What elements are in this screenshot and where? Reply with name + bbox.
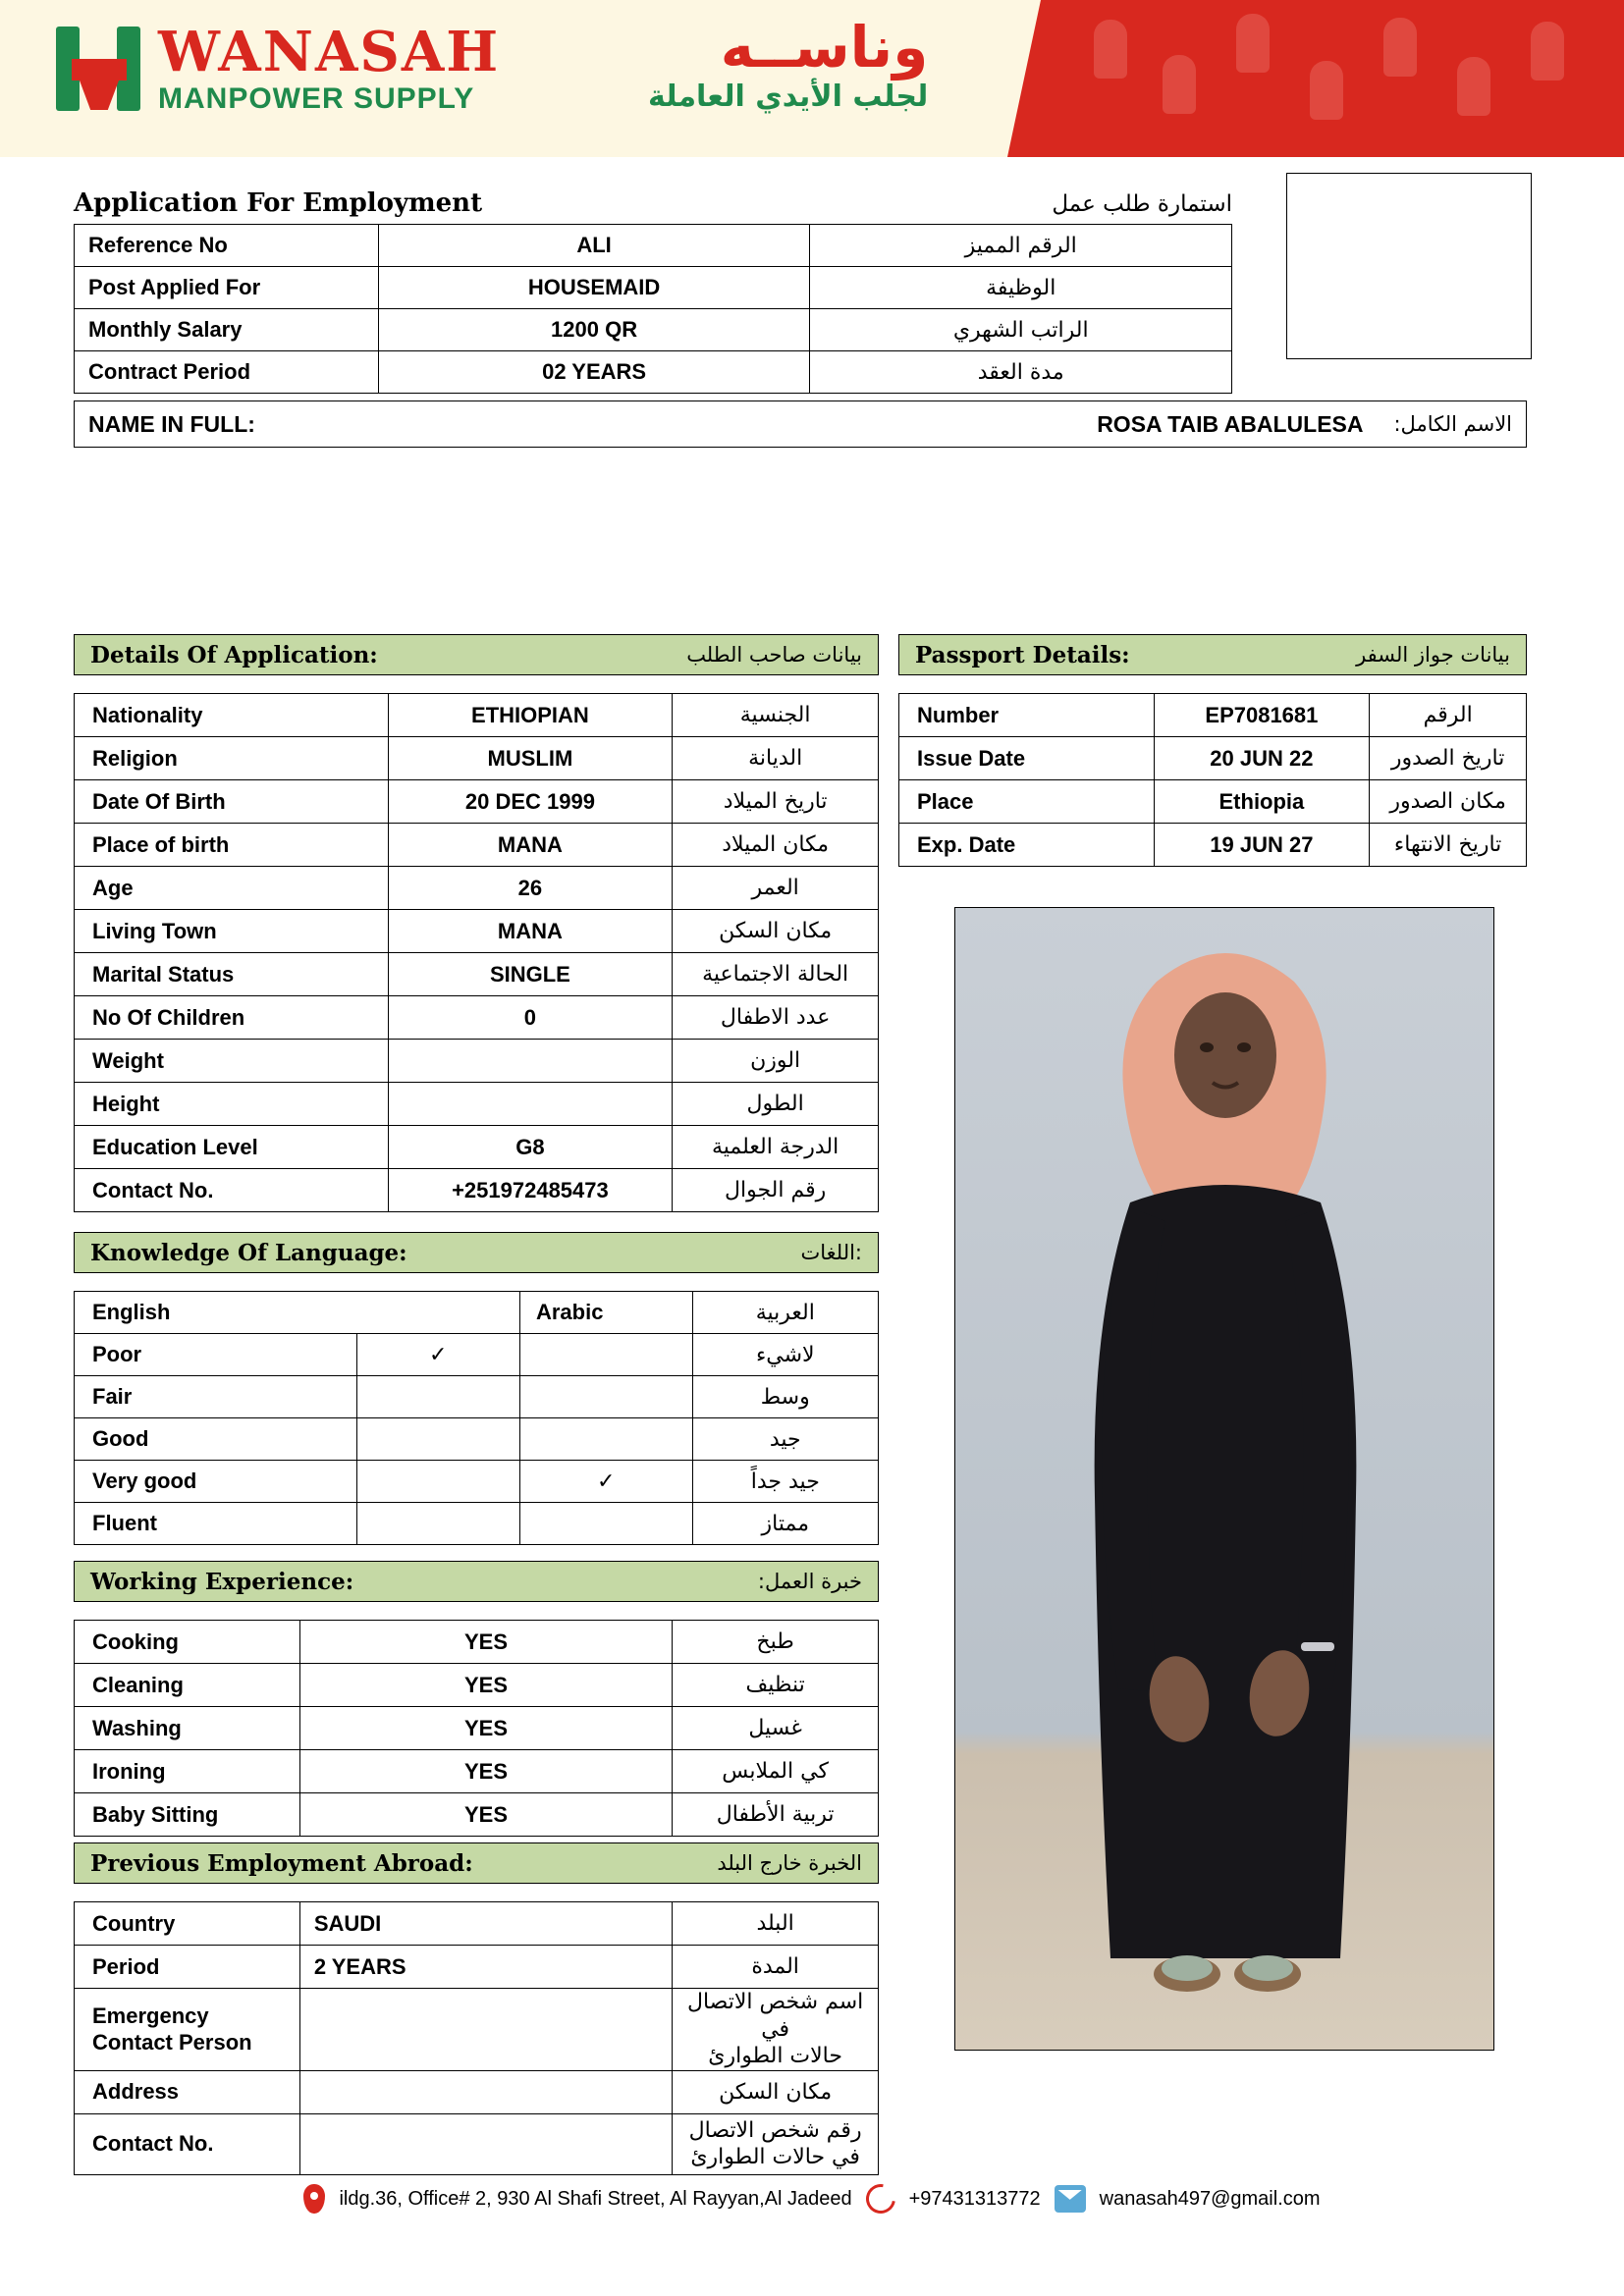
- religion-value: MUSLIM: [388, 737, 673, 780]
- height-value: [388, 1083, 673, 1126]
- emergency-contact-person-arabic: [673, 1989, 879, 2071]
- section-previous-employment-abroad: [74, 1842, 879, 1884]
- table-row: [75, 1946, 879, 1989]
- reference-no-label: Reference No: [75, 225, 379, 267]
- table-row: [75, 1169, 879, 1212]
- language-very-good-english-check[interactable]: [356, 1461, 519, 1503]
- contact-no-value: +251972485473: [388, 1169, 673, 1212]
- country-label: Country: [75, 1902, 300, 1946]
- section-title: Previous Employment Abroad:: [90, 1849, 473, 1877]
- brand-banner: [0, 0, 1624, 157]
- nationality-label: Nationality: [75, 694, 389, 737]
- table-row: [75, 737, 879, 780]
- section-title-arabic: الخبرة خارج البلد: [717, 1851, 862, 1875]
- emergency-contact-person-label: [75, 1989, 300, 2071]
- contact-arabic-line2: في حالات الطوارئ: [690, 2145, 860, 2169]
- language-good-arabic-check[interactable]: [519, 1418, 692, 1461]
- language-fair-english-check[interactable]: [356, 1376, 519, 1418]
- section-passport-details: [898, 634, 1527, 675]
- language-fluent-arabic-label: ممتاز: [692, 1503, 878, 1545]
- photo-placeholder-box: [1286, 173, 1532, 359]
- name-label: NAME IN FULL:: [75, 401, 585, 448]
- place-of-birth-label: Place of birth: [75, 824, 389, 867]
- working-experience-table: [74, 1620, 879, 1837]
- form-title-row: [74, 188, 1232, 218]
- table-row: [75, 1418, 879, 1461]
- brand-arabic: [648, 14, 929, 114]
- table-row: [75, 351, 1232, 394]
- passport-table: [898, 693, 1527, 867]
- table-row: [899, 737, 1527, 780]
- table-row: [75, 867, 879, 910]
- date-of-birth-label: Date Of Birth: [75, 780, 389, 824]
- table-row: [75, 1040, 879, 1083]
- language-good-arabic-label: جيد: [692, 1418, 878, 1461]
- applicant-photo-illustration: [955, 908, 1494, 2051]
- applicant-photo: [954, 907, 1494, 2051]
- living-town-label: Living Town: [75, 910, 389, 953]
- table-row: [75, 1989, 879, 2071]
- cooking-value: YES: [299, 1621, 672, 1664]
- table-row: [75, 1902, 879, 1946]
- table-row: [75, 267, 1232, 309]
- section-title: Details Of Application:: [90, 641, 378, 668]
- form-page: [0, 157, 1624, 2296]
- wanasah-logo-icon: [54, 24, 144, 114]
- passport-place-label: Place: [899, 780, 1155, 824]
- section-title-arabic: خبرة العمل:: [757, 1570, 862, 1593]
- emergency-contact-no-value: [299, 2113, 672, 2174]
- section-title: Passport Details:: [915, 641, 1130, 668]
- table-row: [75, 225, 1232, 267]
- marital-status-value: SINGLE: [388, 953, 673, 996]
- table-row: [75, 2070, 879, 2113]
- cooking-arabic: طبخ: [673, 1621, 879, 1664]
- passport-place-value: Ethiopia: [1154, 780, 1370, 824]
- address-arabic: مكان السكن: [673, 2070, 879, 2113]
- monthly-salary-label: Monthly Salary: [75, 309, 379, 351]
- post-applied-label: Post Applied For: [75, 267, 379, 309]
- post-applied-value: HOUSEMAID: [378, 267, 810, 309]
- cleaning-label: Cleaning: [75, 1664, 300, 1707]
- language-very-good-label: Very good: [75, 1461, 357, 1503]
- country-arabic: البلد: [673, 1902, 879, 1946]
- passport-issue-date-arabic: تاريخ الصدور: [1370, 737, 1527, 780]
- section-title: Working Experience:: [90, 1568, 354, 1595]
- place-of-birth-arabic: مكان الميلاد: [673, 824, 879, 867]
- period-arabic: المدة: [673, 1946, 879, 1989]
- passport-issue-date-value: 20 JUN 22: [1154, 737, 1370, 780]
- section-title-arabic: بيانات جواز السفر: [1356, 643, 1510, 667]
- page-title: Application For Employment: [74, 188, 483, 218]
- no-of-children-label: No Of Children: [75, 996, 389, 1040]
- height-arabic: الطول: [673, 1083, 879, 1126]
- cleaning-value: YES: [299, 1664, 672, 1707]
- nationality-value: ETHIOPIAN: [388, 694, 673, 737]
- period-value: 2 YEARS: [299, 1946, 672, 1989]
- section-working-experience: [74, 1561, 879, 1602]
- language-very-good-arabic-check[interactable]: ✓: [519, 1461, 692, 1503]
- baby-sitting-arabic: تربية الأطفال: [673, 1793, 879, 1837]
- table-row: [75, 1461, 879, 1503]
- table-row: [75, 953, 879, 996]
- ironing-value: YES: [299, 1750, 672, 1793]
- table-row: [75, 1707, 879, 1750]
- table-row: [75, 996, 879, 1040]
- ironing-arabic: كي الملابس: [673, 1750, 879, 1793]
- language-good-english-check[interactable]: [356, 1418, 519, 1461]
- baby-sitting-value: YES: [299, 1793, 672, 1837]
- religion-label: Religion: [75, 737, 389, 780]
- table-row: [75, 1376, 879, 1418]
- footer-address: ildg.36, Office# 2, 930 Al Shafi Street, Al Rayyan,Al Jadeed: [339, 2187, 852, 2210]
- table-row: [899, 694, 1527, 737]
- passport-number-arabic: الرقم: [1370, 694, 1527, 737]
- table-row: [899, 780, 1527, 824]
- language-fair-arabic-check[interactable]: [519, 1376, 692, 1418]
- cleaning-arabic: تنظيف: [673, 1664, 879, 1707]
- brand-tagline-arabic: لجلب الأيدي العاملة: [648, 79, 929, 114]
- address-value: [299, 2070, 672, 2113]
- living-town-arabic: مكان السكن: [673, 910, 879, 953]
- no-of-children-value: 0: [388, 996, 673, 1040]
- emergency-label-line2: Contact Person: [92, 2030, 252, 2056]
- table-row: [75, 401, 1527, 448]
- table-row: [75, 2113, 879, 2174]
- table-row: [75, 910, 879, 953]
- table-row: [75, 694, 879, 737]
- table-row: [75, 1621, 879, 1664]
- marital-status-label: Marital Status: [75, 953, 389, 996]
- name-table: [74, 400, 1527, 448]
- table-row: [75, 1793, 879, 1837]
- contract-period-label: Contract Period: [75, 351, 379, 394]
- passport-number-label: Number: [899, 694, 1155, 737]
- table-row: [899, 824, 1527, 867]
- country-value: SAUDI: [299, 1902, 672, 1946]
- place-of-birth-value: MANA: [388, 824, 673, 867]
- washing-label: Washing: [75, 1707, 300, 1750]
- passport-exp-date-value: 19 JUN 27: [1154, 824, 1370, 867]
- table-row: [75, 1083, 879, 1126]
- language-fair-arabic-label: وسط: [692, 1376, 878, 1418]
- brand-name: WANASAH: [158, 19, 501, 84]
- application-table: [74, 224, 1232, 394]
- reference-no-arabic: الرقم المميز: [810, 225, 1232, 267]
- post-applied-arabic: الوظيفة: [810, 267, 1232, 309]
- table-row: [75, 824, 879, 867]
- date-of-birth-value: 20 DEC 1999: [388, 780, 673, 824]
- weight-value: [388, 1040, 673, 1083]
- section-knowledge-of-language: [74, 1232, 879, 1273]
- age-value: 26: [388, 867, 673, 910]
- section-title-arabic: بيانات صاحب الطلب: [686, 643, 862, 667]
- height-label: Height: [75, 1083, 389, 1126]
- details-table: [74, 693, 879, 1212]
- emergency-arabic-line1: اسم شخص الاتصال في: [686, 1990, 864, 2042]
- table-row: [75, 780, 879, 824]
- section-details-of-application: [74, 634, 879, 675]
- contact-arabic-line1: رقم شخص الاتصال: [688, 2117, 862, 2143]
- contact-no-arabic: رقم الجوال: [673, 1169, 879, 1212]
- language-english-header: English: [75, 1292, 520, 1334]
- passport-issue-date-label: Issue Date: [899, 737, 1155, 780]
- monthly-salary-value: 1200 QR: [378, 309, 810, 351]
- language-poor-arabic-label: لاشيء: [692, 1334, 878, 1376]
- religion-arabic: الديانة: [673, 737, 879, 780]
- weight-label: Weight: [75, 1040, 389, 1083]
- weight-arabic: الوزن: [673, 1040, 879, 1083]
- passport-exp-date-arabic: تاريخ الانتهاء: [1370, 824, 1527, 867]
- passport-exp-date-label: Exp. Date: [899, 824, 1155, 867]
- previous-employment-table: [74, 1901, 879, 2175]
- language-fluent-english-check[interactable]: [356, 1503, 519, 1545]
- education-level-label: Education Level: [75, 1126, 389, 1169]
- emergency-contact-no-arabic: [673, 2113, 879, 2174]
- address-label: Address: [75, 2070, 300, 2113]
- email-icon: [1055, 2185, 1086, 2213]
- emergency-arabic-line2: حالات الطوارئ: [708, 2044, 842, 2068]
- passport-place-arabic: مكان الصدور: [1370, 780, 1527, 824]
- emergency-contact-no-label: Contact No.: [75, 2113, 300, 2174]
- living-town-value: MANA: [388, 910, 673, 953]
- ironing-label: Ironing: [75, 1750, 300, 1793]
- language-good-label: Good: [75, 1418, 357, 1461]
- language-fluent-label: Fluent: [75, 1503, 357, 1545]
- table-row: [75, 1503, 879, 1545]
- company-logo: [54, 19, 501, 115]
- language-very-good-arabic-label: جيد جداً: [692, 1461, 878, 1503]
- name-value: ROSA TAIB ABALULESA: [584, 401, 1379, 448]
- table-row: [75, 309, 1232, 351]
- washing-arabic: غسيل: [673, 1707, 879, 1750]
- language-arabic-header: Arabic: [519, 1292, 692, 1334]
- table-header-row: [75, 1292, 879, 1334]
- education-level-value: G8: [388, 1126, 673, 1169]
- footer-phone[interactable]: +97431313772: [908, 2187, 1041, 2210]
- age-arabic: العمر: [673, 867, 879, 910]
- table-row: [75, 1334, 879, 1376]
- table-row: [75, 1750, 879, 1793]
- name-arabic: الاسم الكامل:: [1380, 401, 1527, 448]
- passport-number-value: EP7081681: [1154, 694, 1370, 737]
- table-row: [75, 1664, 879, 1707]
- monthly-salary-arabic: الراتب الشهري: [810, 309, 1232, 351]
- age-label: Age: [75, 867, 389, 910]
- language-fair-label: Fair: [75, 1376, 357, 1418]
- language-poor-english-check[interactable]: ✓: [356, 1334, 519, 1376]
- section-title-arabic: :اللغات: [800, 1241, 862, 1264]
- baby-sitting-label: Baby Sitting: [75, 1793, 300, 1837]
- no-of-children-arabic: عدد الاطفال: [673, 996, 879, 1040]
- location-pin-icon: [303, 2184, 325, 2214]
- brand-tagline: MANPOWER SUPPLY: [158, 81, 475, 115]
- emergency-label-line1: Emergency: [92, 2002, 209, 2028]
- reference-no-value: ALI: [378, 225, 810, 267]
- washing-value: YES: [299, 1707, 672, 1750]
- section-title: Knowledge Of Language:: [90, 1239, 407, 1266]
- contract-period-value: 02 YEARS: [378, 351, 810, 394]
- cooking-label: Cooking: [75, 1621, 300, 1664]
- footer-email[interactable]: wanasah497@gmail.com: [1099, 2187, 1321, 2210]
- page-title-arabic: استمارة طلب عمل: [1052, 191, 1232, 217]
- phone-icon: [860, 2178, 901, 2219]
- marital-status-arabic: الحالة الاجتماعية: [673, 953, 879, 996]
- page-footer: [0, 2184, 1624, 2214]
- language-poor-label: Poor: [75, 1334, 357, 1376]
- period-label: Period: [75, 1946, 300, 1989]
- date-of-birth-arabic: تاريخ الميلاد: [673, 780, 879, 824]
- brand-name-arabic: وناســه: [720, 14, 929, 80]
- table-row: [75, 1126, 879, 1169]
- language-fluent-arabic-check[interactable]: [519, 1503, 692, 1545]
- education-level-arabic: الدرجة العلمية: [673, 1126, 879, 1169]
- banner-decoration: [1074, 0, 1624, 157]
- language-table: [74, 1291, 879, 1545]
- emergency-contact-person-value: [299, 1989, 672, 2071]
- contract-period-arabic: مدة العقد: [810, 351, 1232, 394]
- contact-no-label: Contact No.: [75, 1169, 389, 1212]
- language-arabic-header-ar: العربية: [692, 1292, 878, 1334]
- language-poor-arabic-check[interactable]: [519, 1334, 692, 1376]
- nationality-arabic: الجنسية: [673, 694, 879, 737]
